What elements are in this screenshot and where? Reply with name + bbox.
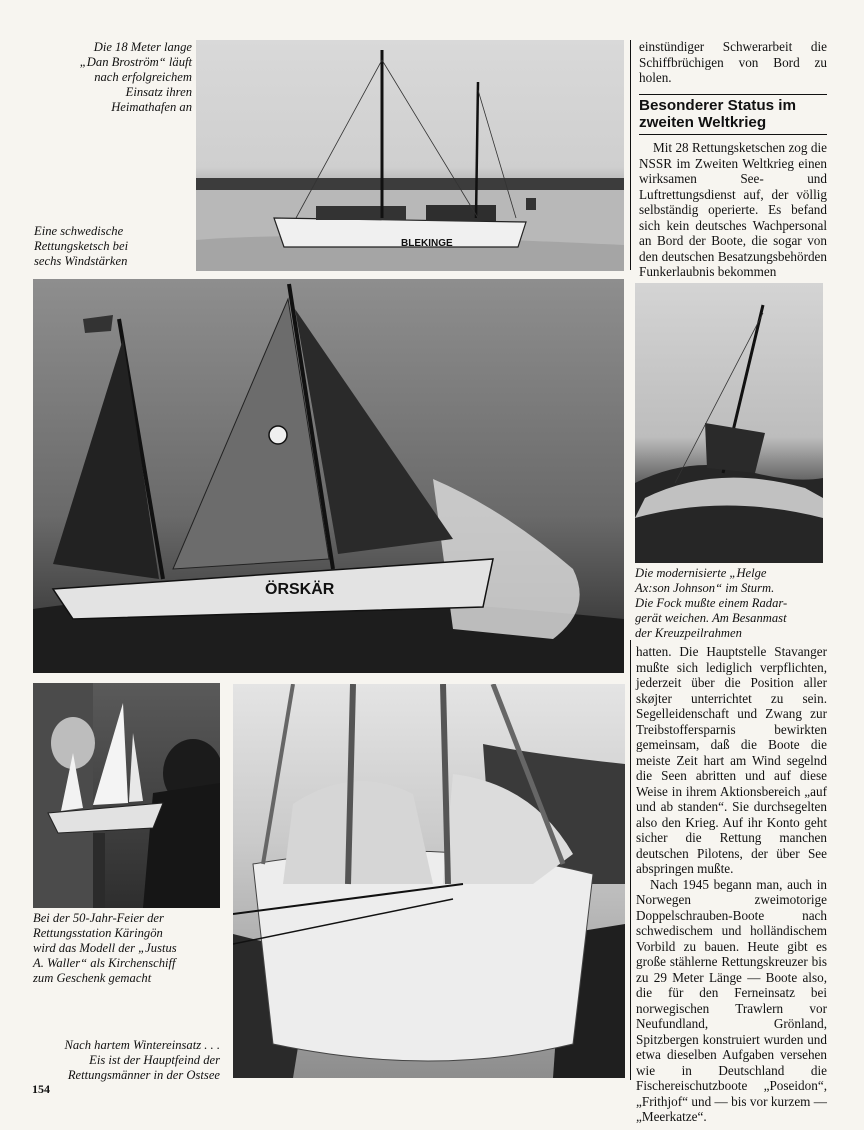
photo-oerskaer [33,279,624,673]
caption-schwedische-rettungsketsch: Eine schwedische Rettungsketsch bei sechs Windstärken [34,224,129,268]
intro-paragraph: einstündiger Schwerarbeit die Schiffbrüchigen von Bord zu holen. [639,39,827,85]
column-part-1 [639,140,827,280]
column-divider-lower [630,640,631,1080]
caption-helge-axson-johnson: Die modernisierte „Helge Ax:son Johnson“ im Sturm. Die Fock mußte einem Radar- gerät weichen. Am Besanmast der Kreuzpeilrahmen [635,566,788,640]
paragraph-1: Mit 28 Rettungsketschen zog die NSSR im Zweiten Weltkrieg einen wirksamen See- und Luftrettungsdienst auf, der völlig selbständig operierte. Es befand sich kein deutsches Wachpersonal an Bord der Boote, die sogar von den deutschen Besatzungsbehörden Funkerlaubnis bekommen [639,140,827,279]
section-heading: Besonderer Status im zweiten Weltkrieg [639,94,827,135]
column-divider [630,40,631,270]
column-part-2 [636,644,827,1125]
caption-wintereinsatz: Nach hartem Wintereinsatz . . . Eis ist der Hauptfeind der Rettungsmänner in der Ostsee [64,1038,220,1082]
caption-jubilaeum-kaeringoen: Bei der 50-Jahr-Feier der Rettungsstation Käringön wird das Modell der „Justus A. Waller“ als Kirchenschiff zum Geschenk gemacht [33,911,177,985]
paragraph-3: Nach 1945 begann man, auch in Norwegen zweimotorige Doppelschrauben-Boote nach schwedischem und holländischem Vorbild zu bauen. Heute gibt es große stählerne Rettungskreuzer bis zu 29 Meter Länge — Boote also, die für den Ferneinsatz bei norwegischen Trawlern vor Neufundland, Grönland, Spitzbergen konstruiert wurden und etwa dieselben Aufgaben versehen wie in Deutschland die Fischereischutzboote „Poseidon“, „Frithjof“ und — bis vor kurzem — „Meerkatze“. [636,876,827,1124]
photo-helge-axson-johnson [635,283,823,563]
photo-modell-justus-waller [33,683,220,908]
boat-name-blekinge: BLEKINGE [401,238,453,249]
photo-dan-brostroem [196,40,624,271]
page-number: 154 [32,1082,50,1096]
paragraph-2: hatten. Die Hauptstelle Stavanger mußte sich lediglich verpflichten, jederzeit über die Position aller skøjter unterrichtet zu sein. Segelleidenschaft und Zwang zur Treibstoffersparnis bewirkten gemeinsam, daß die Boote die meiste Zeit hart am Wind segelnd die Seen abritten und auf diese Weise in ihrem Aktionsbereich „auf und ab standen“. Sie durchsegelten also den Krieg. Auf ihr Konto geht sicher die Rettung manchen deutschen Pilotens, der über See abspringen mußte. [636,644,827,876]
caption-dan-brostroem: Die 18 Meter lange „Dan Broström“ läuft nach erfolgreichem Einsatz ihren Heimathafen an [79,40,192,114]
photo-vereistes-boot [233,684,625,1078]
boat-name-oerskaer: ÖRSKÄR [265,581,335,598]
column-intro [639,39,827,86]
